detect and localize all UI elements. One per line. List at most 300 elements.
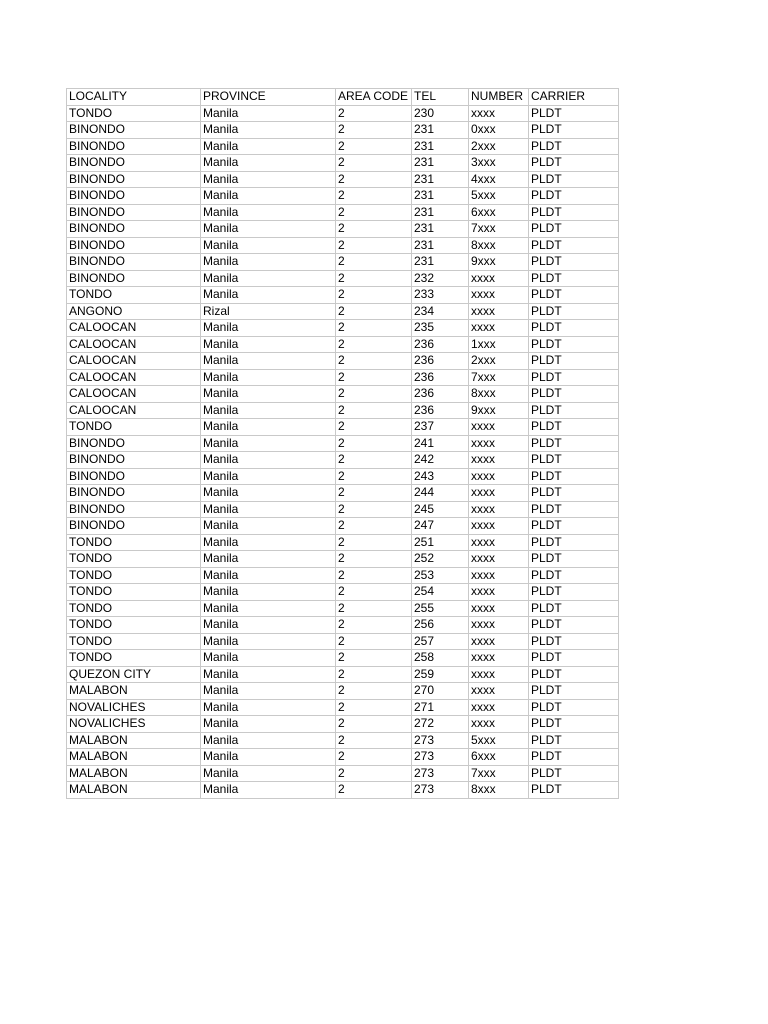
locality-cell: TONDO [67, 567, 201, 584]
area-code-cell: 2 [336, 188, 412, 205]
locality-cell: TONDO [67, 600, 201, 617]
province-cell: Manila [201, 204, 336, 221]
number-cell: xxxx [469, 650, 529, 667]
carrier-cell: PLDT [529, 666, 619, 683]
tel-cell: 236 [412, 386, 469, 403]
table-row [67, 567, 619, 584]
province-cell: Manila [201, 518, 336, 535]
table-row [67, 468, 619, 485]
tel-cell: 270 [412, 683, 469, 700]
carrier-cell: PLDT [529, 683, 619, 700]
carrier-cell: PLDT [529, 732, 619, 749]
table-row [67, 386, 619, 403]
carrier-cell: PLDT [529, 567, 619, 584]
tel-cell: 230 [412, 105, 469, 122]
tel-cell: 236 [412, 402, 469, 419]
number-cell: xxxx [469, 468, 529, 485]
province-cell: Manila [201, 435, 336, 452]
table-row [67, 551, 619, 568]
number-cell: xxxx [469, 617, 529, 634]
number-cell: 2xxx [469, 353, 529, 370]
area-code-cell: 2 [336, 584, 412, 601]
tel-cell: 259 [412, 666, 469, 683]
locality-cell: BINONDO [67, 171, 201, 188]
number-cell: xxxx [469, 435, 529, 452]
carrier-cell: PLDT [529, 336, 619, 353]
province-cell: Manila [201, 551, 336, 568]
table-row [67, 138, 619, 155]
area-code-cell: 2 [336, 485, 412, 502]
number-cell: xxxx [469, 287, 529, 304]
number-cell: xxxx [469, 666, 529, 683]
table-row [67, 650, 619, 667]
number-cell: xxxx [469, 551, 529, 568]
area-code-cell: 2 [336, 171, 412, 188]
table-row [67, 732, 619, 749]
area-code-cell: 2 [336, 567, 412, 584]
province-cell: Manila [201, 320, 336, 337]
table-row [67, 452, 619, 469]
tel-cell: 273 [412, 749, 469, 766]
tel-cell: 256 [412, 617, 469, 634]
area-code-cell: 2 [336, 353, 412, 370]
locality-cell: BINONDO [67, 270, 201, 287]
locality-cell: BINONDO [67, 501, 201, 518]
area-code-cell: 2 [336, 402, 412, 419]
locality-cell: BINONDO [67, 452, 201, 469]
tel-cell: 242 [412, 452, 469, 469]
table-row [67, 518, 619, 535]
province-cell: Manila [201, 419, 336, 436]
number-cell: 4xxx [469, 171, 529, 188]
locality-cell: TONDO [67, 617, 201, 634]
carrier-cell: PLDT [529, 534, 619, 551]
table-row [67, 303, 619, 320]
table-row [67, 435, 619, 452]
tel-cell: 247 [412, 518, 469, 535]
tel-cell: 231 [412, 155, 469, 172]
carrier-cell: PLDT [529, 155, 619, 172]
table-row [67, 765, 619, 782]
number-cell: 7xxx [469, 221, 529, 238]
carrier-cell: PLDT [529, 782, 619, 799]
number-cell: xxxx [469, 534, 529, 551]
area-code-cell: 2 [336, 699, 412, 716]
area-code-cell: 2 [336, 518, 412, 535]
number-cell: xxxx [469, 683, 529, 700]
province-cell: Manila [201, 534, 336, 551]
locality-cell: BINONDO [67, 435, 201, 452]
province-cell: Manila [201, 138, 336, 155]
carrier-cell: PLDT [529, 237, 619, 254]
tel-cell: 231 [412, 171, 469, 188]
number-cell: 0xxx [469, 122, 529, 139]
province-cell: Manila [201, 683, 336, 700]
province-cell: Manila [201, 270, 336, 287]
number-cell: xxxx [469, 633, 529, 650]
number-cell: xxxx [469, 584, 529, 601]
column-header-tel: TEL [412, 89, 469, 106]
table-row [67, 122, 619, 139]
locality-cell: CALOOCAN [67, 336, 201, 353]
province-cell: Manila [201, 336, 336, 353]
tel-cell: 255 [412, 600, 469, 617]
tel-cell: 235 [412, 320, 469, 337]
number-cell: xxxx [469, 485, 529, 502]
locality-cell: BINONDO [67, 485, 201, 502]
locality-cell: BINONDO [67, 254, 201, 271]
tel-cell: 258 [412, 650, 469, 667]
area-code-cell: 2 [336, 122, 412, 139]
table-row [67, 584, 619, 601]
tel-cell: 231 [412, 188, 469, 205]
number-cell: xxxx [469, 419, 529, 436]
province-cell: Manila [201, 287, 336, 304]
number-cell: xxxx [469, 716, 529, 733]
area-code-cell: 2 [336, 386, 412, 403]
province-cell: Manila [201, 369, 336, 386]
area-code-cell: 2 [336, 452, 412, 469]
table-row [67, 221, 619, 238]
number-cell: 5xxx [469, 732, 529, 749]
area-code-cell: 2 [336, 320, 412, 337]
carrier-cell: PLDT [529, 749, 619, 766]
tel-cell: 273 [412, 732, 469, 749]
carrier-cell: PLDT [529, 485, 619, 502]
area-code-cell: 2 [336, 435, 412, 452]
province-cell: Manila [201, 468, 336, 485]
area-code-cell: 2 [336, 732, 412, 749]
locality-cell: CALOOCAN [67, 353, 201, 370]
number-cell: 8xxx [469, 386, 529, 403]
table-row [67, 204, 619, 221]
locality-cell: MALABON [67, 732, 201, 749]
tel-cell: 252 [412, 551, 469, 568]
province-cell: Manila [201, 617, 336, 634]
province-cell: Manila [201, 188, 336, 205]
carrier-cell: PLDT [529, 452, 619, 469]
table-row [67, 402, 619, 419]
locality-cell: TONDO [67, 419, 201, 436]
province-cell: Manila [201, 485, 336, 502]
column-header-number: NUMBER [469, 89, 529, 106]
province-cell: Manila [201, 716, 336, 733]
carrier-cell: PLDT [529, 402, 619, 419]
carrier-cell: PLDT [529, 138, 619, 155]
table-row [67, 287, 619, 304]
table-body [67, 105, 619, 798]
carrier-cell: PLDT [529, 468, 619, 485]
province-cell: Manila [201, 567, 336, 584]
area-code-cell: 2 [336, 204, 412, 221]
province-cell: Manila [201, 105, 336, 122]
carrier-cell: PLDT [529, 633, 619, 650]
tel-cell: 236 [412, 336, 469, 353]
number-cell: xxxx [469, 303, 529, 320]
table-row [67, 353, 619, 370]
province-cell: Manila [201, 237, 336, 254]
area-code-cell: 2 [336, 105, 412, 122]
table-row [67, 666, 619, 683]
number-cell: 6xxx [469, 204, 529, 221]
tel-cell: 257 [412, 633, 469, 650]
tel-cell: 244 [412, 485, 469, 502]
number-cell: xxxx [469, 518, 529, 535]
number-cell: 1xxx [469, 336, 529, 353]
area-code-cell: 2 [336, 270, 412, 287]
tel-cell: 251 [412, 534, 469, 551]
table-row [67, 534, 619, 551]
province-cell: Manila [201, 155, 336, 172]
tel-cell: 234 [412, 303, 469, 320]
area-code-cell: 2 [336, 749, 412, 766]
number-cell: 8xxx [469, 782, 529, 799]
locality-cell: BINONDO [67, 237, 201, 254]
carrier-cell: PLDT [529, 270, 619, 287]
tel-cell: 231 [412, 221, 469, 238]
table-row [67, 171, 619, 188]
tel-cell: 236 [412, 369, 469, 386]
province-cell: Manila [201, 452, 336, 469]
province-cell: Manila [201, 749, 336, 766]
province-cell: Manila [201, 171, 336, 188]
area-code-cell: 2 [336, 287, 412, 304]
number-cell: 9xxx [469, 254, 529, 271]
locality-cell: CALOOCAN [67, 402, 201, 419]
province-cell: Manila [201, 402, 336, 419]
locality-cell: BINONDO [67, 221, 201, 238]
table-row [67, 485, 619, 502]
province-cell: Manila [201, 782, 336, 799]
province-cell: Manila [201, 501, 336, 518]
carrier-cell: PLDT [529, 369, 619, 386]
table-row [67, 105, 619, 122]
province-cell: Manila [201, 122, 336, 139]
number-cell: xxxx [469, 320, 529, 337]
carrier-cell: PLDT [529, 501, 619, 518]
table-row [67, 419, 619, 436]
table-row [67, 749, 619, 766]
locality-cell: BINONDO [67, 155, 201, 172]
tel-cell: 231 [412, 138, 469, 155]
province-cell: Manila [201, 254, 336, 271]
carrier-cell: PLDT [529, 254, 619, 271]
area-code-cell: 2 [336, 501, 412, 518]
area-code-cell: 2 [336, 782, 412, 799]
tel-cell: 236 [412, 353, 469, 370]
area-code-cell: 2 [336, 254, 412, 271]
tel-cell: 237 [412, 419, 469, 436]
carrier-cell: PLDT [529, 518, 619, 535]
locality-cell: MALABON [67, 683, 201, 700]
locality-cell: TONDO [67, 534, 201, 551]
table-row [67, 782, 619, 799]
table-row [67, 699, 619, 716]
area-code-cell: 2 [336, 534, 412, 551]
tel-cell: 253 [412, 567, 469, 584]
area-code-cell: 2 [336, 765, 412, 782]
province-cell: Rizal [201, 303, 336, 320]
tel-cell: 233 [412, 287, 469, 304]
area-code-cell: 2 [336, 633, 412, 650]
province-cell: Manila [201, 765, 336, 782]
locality-cell: BINONDO [67, 204, 201, 221]
carrier-cell: PLDT [529, 650, 619, 667]
area-code-cell: 2 [336, 716, 412, 733]
carrier-cell: PLDT [529, 221, 619, 238]
area-code-cell: 2 [336, 155, 412, 172]
area-code-cell: 2 [336, 650, 412, 667]
table-row [67, 683, 619, 700]
tel-cell: 272 [412, 716, 469, 733]
column-header-area-code: AREA CODE [336, 89, 412, 106]
header-row [67, 89, 619, 106]
tel-cell: 273 [412, 765, 469, 782]
carrier-cell: PLDT [529, 386, 619, 403]
carrier-cell: PLDT [529, 105, 619, 122]
locality-cell: MALABON [67, 749, 201, 766]
carrier-cell: PLDT [529, 600, 619, 617]
carrier-cell: PLDT [529, 353, 619, 370]
number-cell: xxxx [469, 567, 529, 584]
area-code-cell: 2 [336, 303, 412, 320]
carrier-cell: PLDT [529, 584, 619, 601]
tel-cell: 273 [412, 782, 469, 799]
province-cell: Manila [201, 221, 336, 238]
table-row [67, 336, 619, 353]
province-cell: Manila [201, 633, 336, 650]
area-code-cell: 2 [336, 336, 412, 353]
carrier-cell: PLDT [529, 617, 619, 634]
area-code-cell: 2 [336, 551, 412, 568]
table-row [67, 188, 619, 205]
carrier-cell: PLDT [529, 765, 619, 782]
province-cell: Manila [201, 386, 336, 403]
table-row [67, 633, 619, 650]
number-cell: 7xxx [469, 369, 529, 386]
locality-cell: CALOOCAN [67, 386, 201, 403]
locality-cell: BINONDO [67, 138, 201, 155]
tel-cell: 245 [412, 501, 469, 518]
area-code-cell: 2 [336, 617, 412, 634]
province-cell: Manila [201, 666, 336, 683]
tel-cell: 231 [412, 122, 469, 139]
number-cell: 3xxx [469, 155, 529, 172]
area-code-cell: 2 [336, 419, 412, 436]
tel-cell: 231 [412, 237, 469, 254]
province-cell: Manila [201, 353, 336, 370]
province-cell: Manila [201, 699, 336, 716]
locality-cell: QUEZON CITY [67, 666, 201, 683]
table-row [67, 270, 619, 287]
number-cell: xxxx [469, 270, 529, 287]
area-code-cell: 2 [336, 237, 412, 254]
tel-cell: 243 [412, 468, 469, 485]
carrier-cell: PLDT [529, 204, 619, 221]
carrier-cell: PLDT [529, 551, 619, 568]
number-cell: xxxx [469, 600, 529, 617]
province-cell: Manila [201, 584, 336, 601]
locality-cell: MALABON [67, 782, 201, 799]
carrier-cell: PLDT [529, 419, 619, 436]
locality-cell: BINONDO [67, 188, 201, 205]
area-code-cell: 2 [336, 666, 412, 683]
locality-cell: TONDO [67, 105, 201, 122]
tel-cell: 231 [412, 254, 469, 271]
column-header-province: PROVINCE [201, 89, 336, 106]
tel-cell: 241 [412, 435, 469, 452]
locality-cell: CALOOCAN [67, 320, 201, 337]
number-cell: 2xxx [469, 138, 529, 155]
carrier-cell: PLDT [529, 171, 619, 188]
carrier-cell: PLDT [529, 303, 619, 320]
locality-cell: TONDO [67, 650, 201, 667]
tel-cell: 232 [412, 270, 469, 287]
province-cell: Manila [201, 650, 336, 667]
locality-cell: NOVALICHES [67, 716, 201, 733]
column-header-locality: LOCALITY [67, 89, 201, 106]
locality-cell: NOVALICHES [67, 699, 201, 716]
locality-cell: BINONDO [67, 518, 201, 535]
province-cell: Manila [201, 600, 336, 617]
number-cell: 9xxx [469, 402, 529, 419]
carrier-cell: PLDT [529, 435, 619, 452]
table-row [67, 237, 619, 254]
locality-cell: BINONDO [67, 468, 201, 485]
column-header-carrier: CARRIER [529, 89, 619, 106]
locality-cell: TONDO [67, 287, 201, 304]
table-row [67, 617, 619, 634]
table-row [67, 369, 619, 386]
table-row [67, 320, 619, 337]
area-code-cell: 2 [336, 600, 412, 617]
province-cell: Manila [201, 732, 336, 749]
number-cell: xxxx [469, 452, 529, 469]
number-cell: 6xxx [469, 749, 529, 766]
area-code-table-container [66, 88, 619, 799]
number-cell: xxxx [469, 105, 529, 122]
number-cell: xxxx [469, 699, 529, 716]
area-code-cell: 2 [336, 369, 412, 386]
area-code-cell: 2 [336, 138, 412, 155]
tel-cell: 231 [412, 204, 469, 221]
table-row [67, 254, 619, 271]
locality-cell: TONDO [67, 551, 201, 568]
locality-cell: ANGONO [67, 303, 201, 320]
table-row [67, 155, 619, 172]
area-code-cell: 2 [336, 221, 412, 238]
carrier-cell: PLDT [529, 699, 619, 716]
tel-cell: 271 [412, 699, 469, 716]
carrier-cell: PLDT [529, 716, 619, 733]
table-row [67, 501, 619, 518]
table-row [67, 600, 619, 617]
number-cell: 8xxx [469, 237, 529, 254]
carrier-cell: PLDT [529, 188, 619, 205]
locality-cell: TONDO [67, 633, 201, 650]
locality-cell: TONDO [67, 584, 201, 601]
locality-cell: BINONDO [67, 122, 201, 139]
number-cell: 5xxx [469, 188, 529, 205]
carrier-cell: PLDT [529, 320, 619, 337]
tel-cell: 254 [412, 584, 469, 601]
area-code-cell: 2 [336, 683, 412, 700]
locality-cell: MALABON [67, 765, 201, 782]
area-code-table [66, 88, 619, 799]
number-cell: xxxx [469, 501, 529, 518]
carrier-cell: PLDT [529, 287, 619, 304]
number-cell: 7xxx [469, 765, 529, 782]
